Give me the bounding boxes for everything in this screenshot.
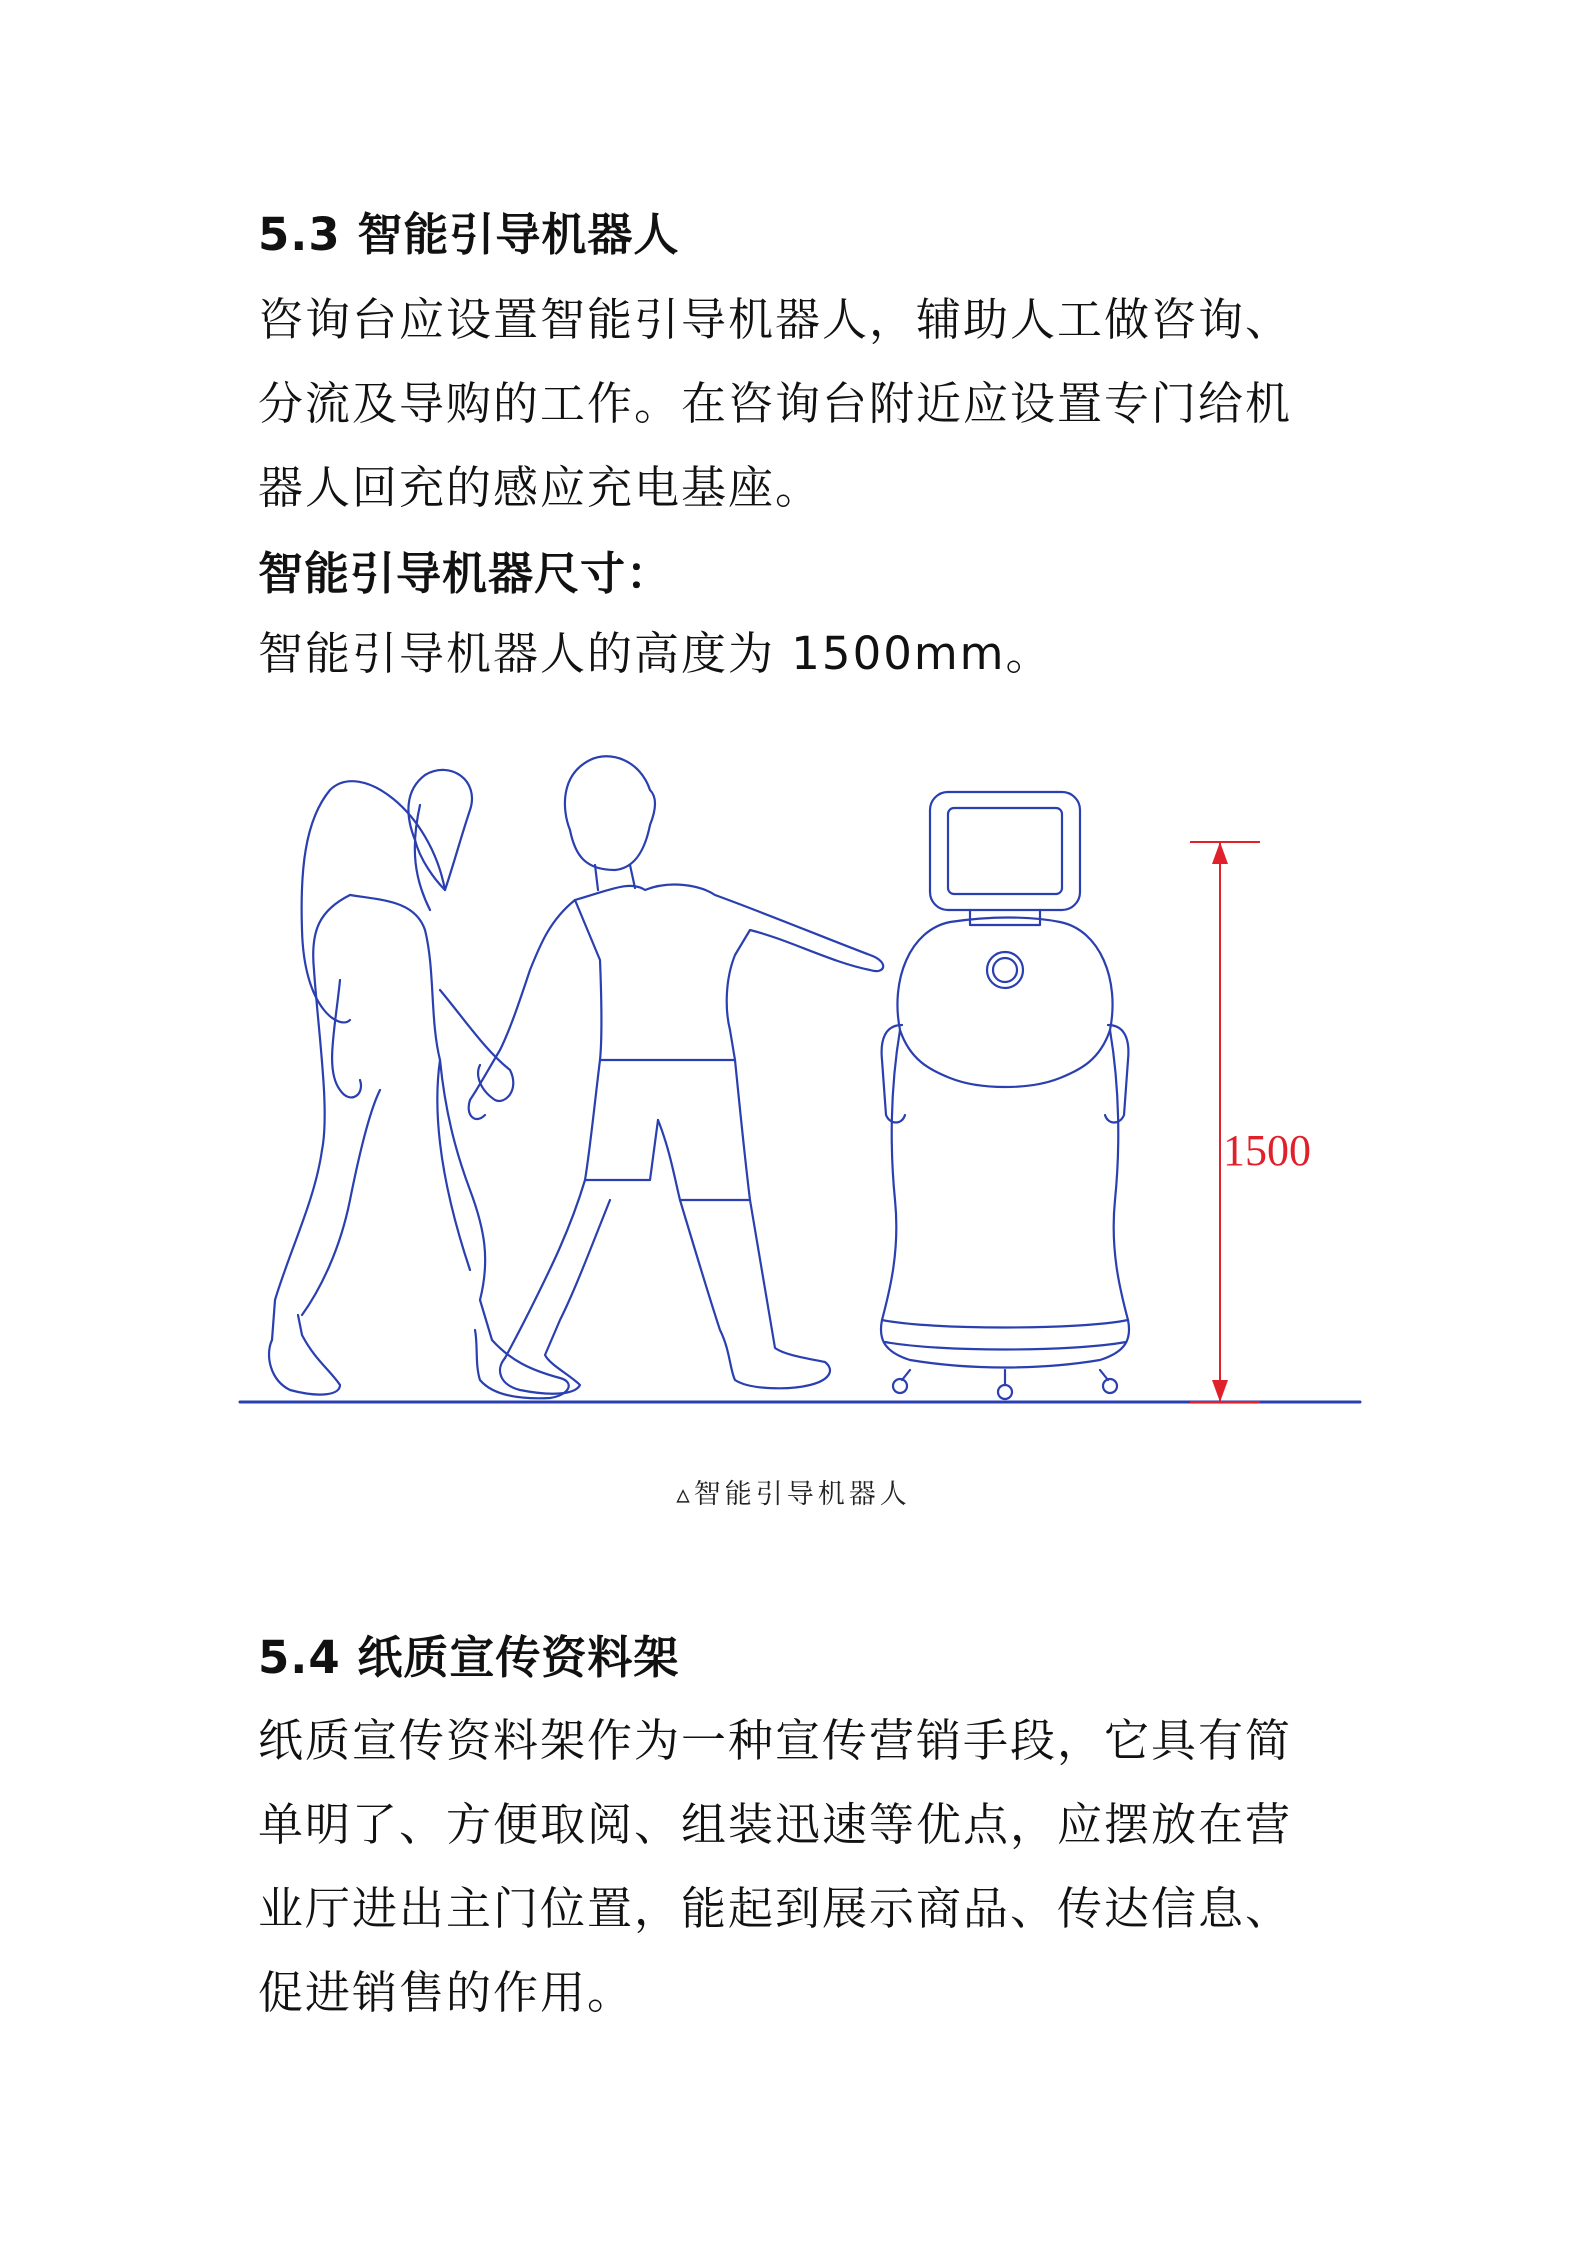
- robot-figure: [881, 792, 1129, 1399]
- robot-screen-frame: [930, 792, 1080, 910]
- man-figure: [469, 756, 884, 1393]
- figure-caption: ▵智能引导机器人: [676, 1479, 911, 1510]
- robot-head-shell: [897, 918, 1112, 1088]
- paragraph-line: 分流及导购的工作。在咨询台附近应设置专门给机: [258, 377, 1293, 430]
- robot-illustration: [230, 730, 1370, 1410]
- paragraph-line: 纸质宣传资料架作为一种宣传营销手段，它具有简: [258, 1714, 1293, 1767]
- robot-size-heading: 智能引导机器尺寸：: [258, 547, 673, 600]
- robot-size-text: [258, 612, 1368, 696]
- section-5-3-heading: 5.3 智能引导机器人: [258, 208, 680, 261]
- paragraph-line: 单明了、方便取阅、组装迅速等优点，应摆放在营: [258, 1798, 1293, 1851]
- robot-screen: [948, 808, 1062, 894]
- robot-wheel: [998, 1385, 1012, 1399]
- robot-body: [881, 1030, 1129, 1368]
- robot-wheel: [893, 1379, 907, 1393]
- paragraph-line: 促进销售的作用。: [258, 1966, 635, 2019]
- section-5-3-paragraph: [258, 278, 1368, 530]
- paragraph-line: 业厅进出主门位置，能起到展示商品、传达信息、: [258, 1882, 1293, 1935]
- dimension-label: 1500: [1223, 1126, 1311, 1175]
- section-5-4-paragraph: [258, 1699, 1368, 2035]
- paragraph-line: 智能引导机器人的高度为 1500mm。: [258, 627, 1053, 680]
- section-5-4-heading: 5.4 纸质宣传资料架: [258, 1631, 680, 1684]
- height-dimension: [1190, 842, 1260, 1402]
- woman-figure: [269, 770, 569, 1398]
- robot-wheel: [1103, 1379, 1117, 1393]
- paragraph-line: 器人回充的感应充电基座。: [258, 461, 823, 514]
- paragraph-line: 咨询台应设置智能引导机器人，辅助人工做咨询、: [258, 293, 1293, 346]
